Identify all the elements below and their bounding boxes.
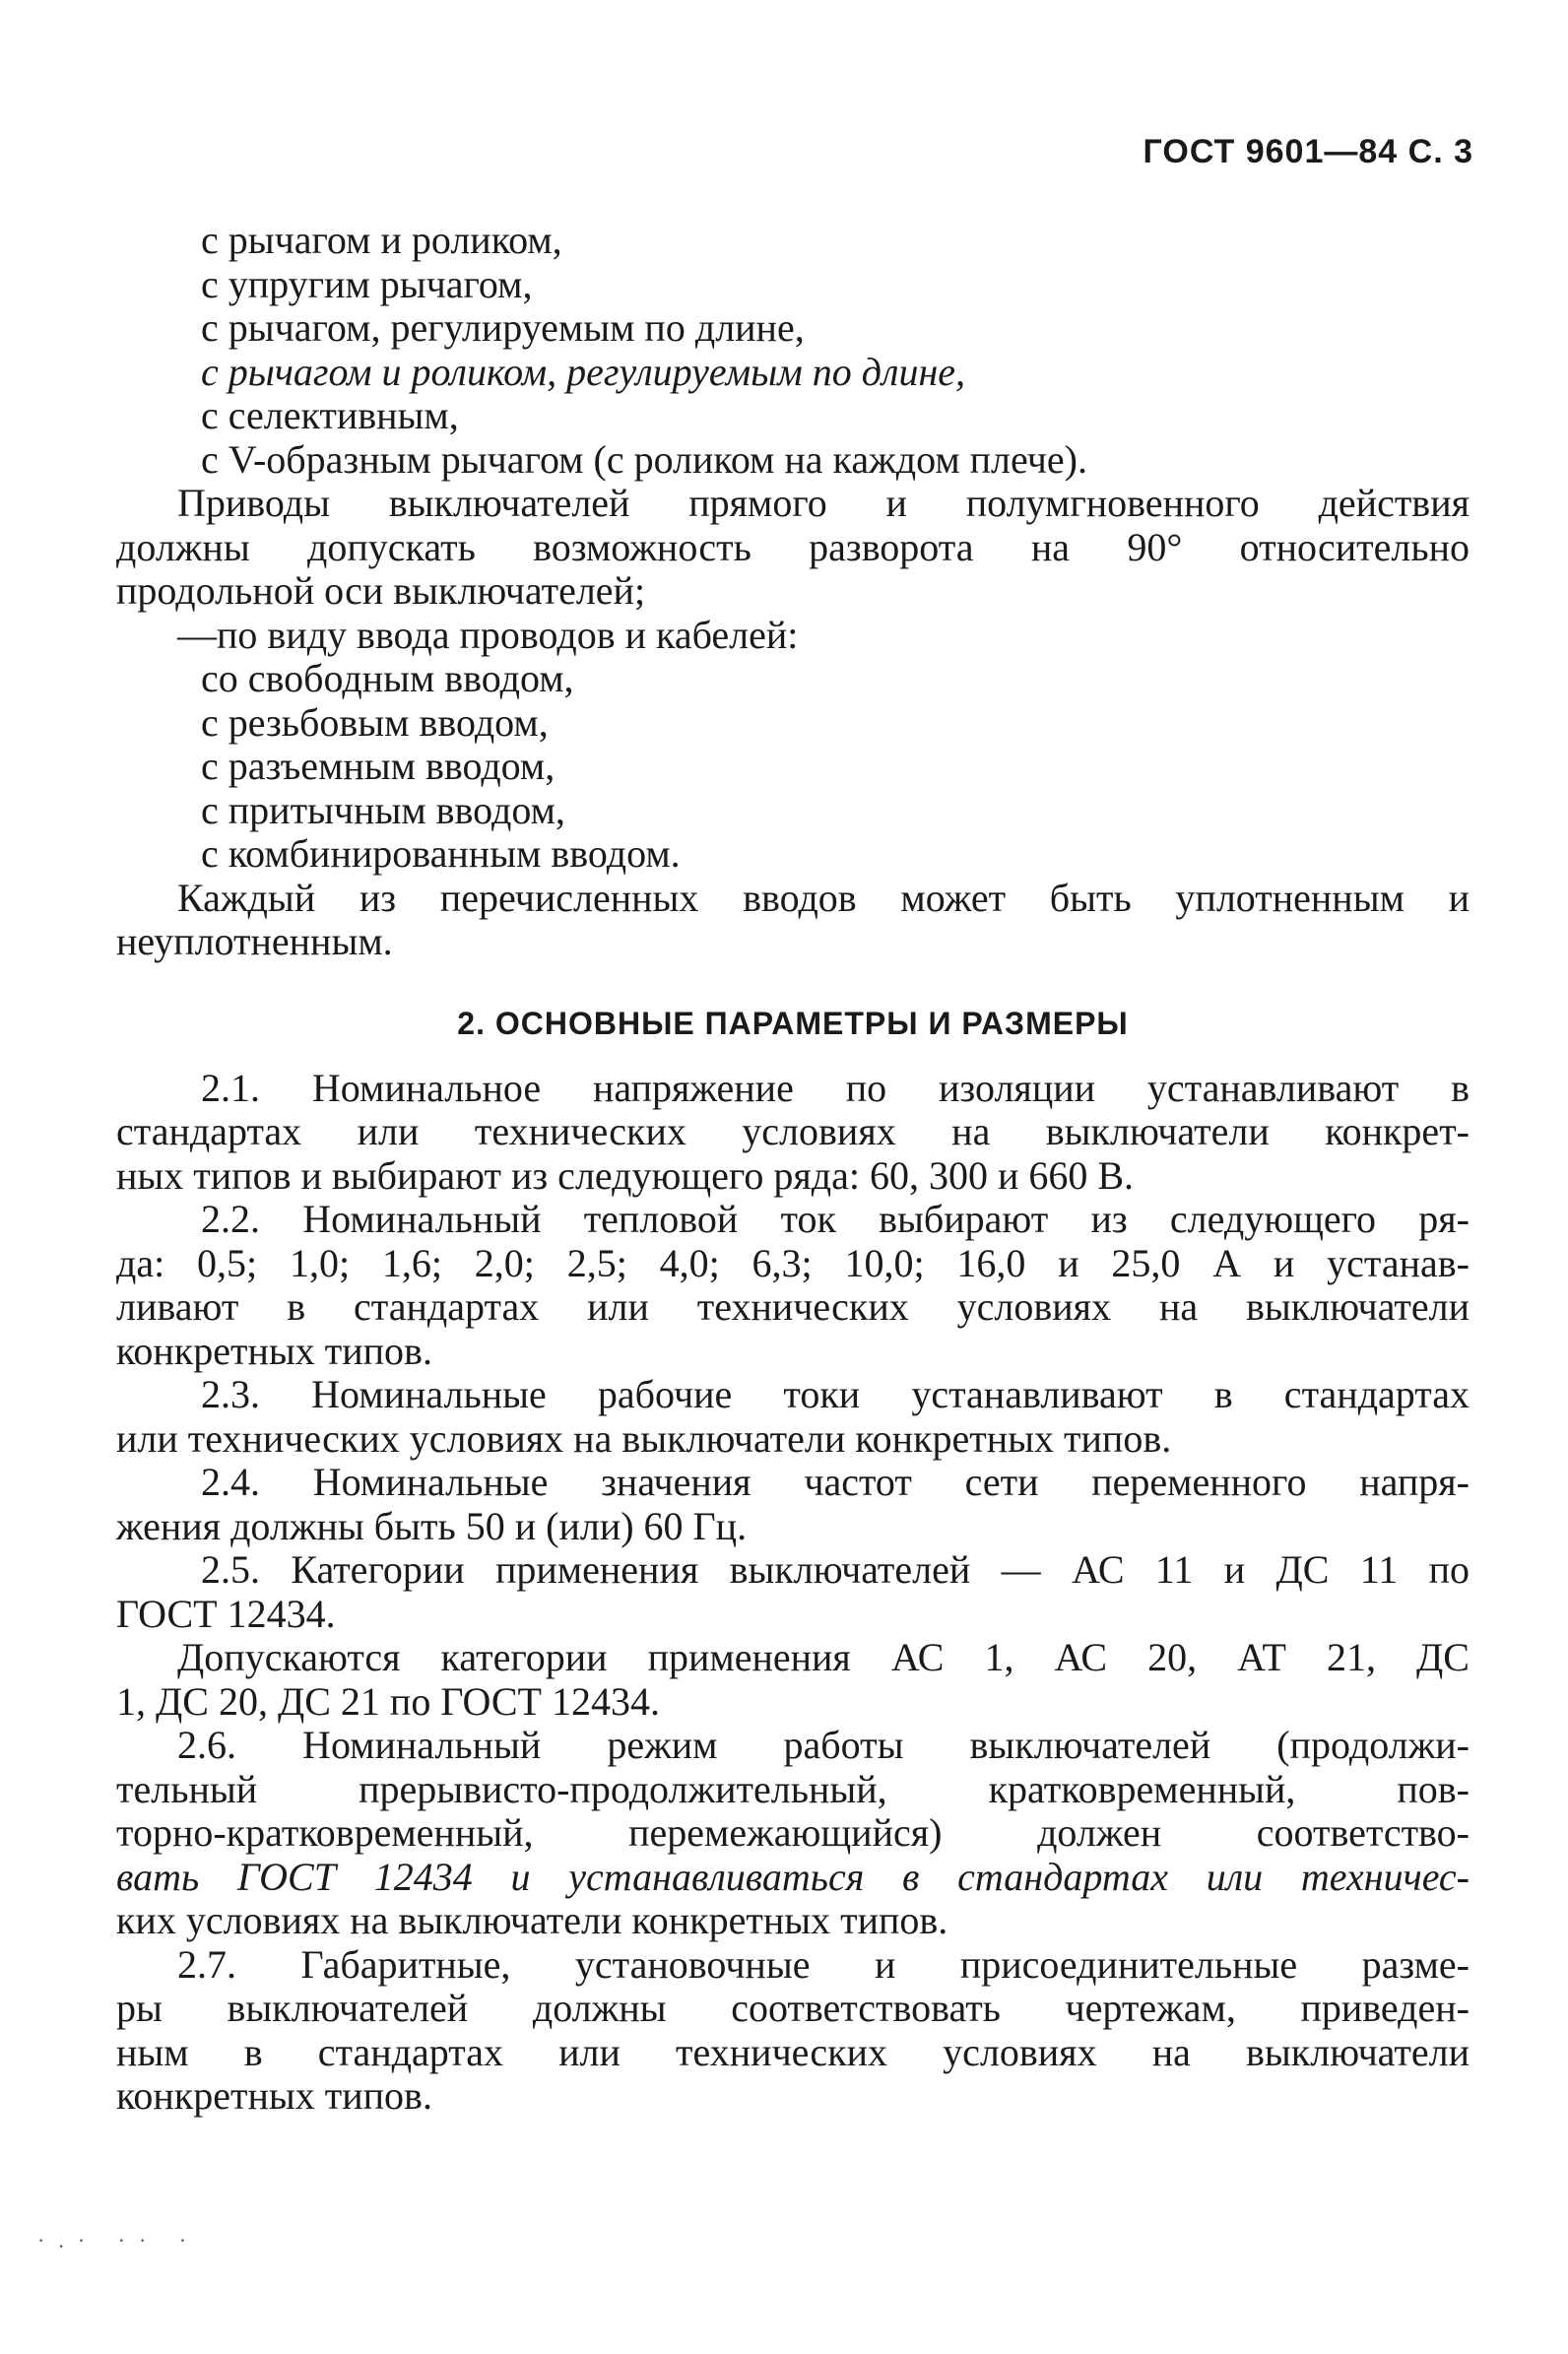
paragraph-line: жения должны быть 50 и (или) 60 Гц. (116, 1503, 748, 1548)
list-item: с притычным вводом, (201, 787, 565, 832)
paragraph-line: Каждый из перечисленных вводов может быть уплотненным и (177, 875, 1470, 920)
list-item: с рычагом и роликом, регулируемым по длине, (201, 349, 966, 394)
paragraph-line: торно-кратковременный, перемежающийся) должен соответство- (116, 1810, 1470, 1855)
paragraph-line: 2.3. Номинальные рабочие токи устанавливают в стандартах (201, 1372, 1470, 1416)
list-item: с разъемным вводом, (201, 744, 555, 788)
list-item: с рычагом и роликом, (201, 218, 562, 262)
paragraph-line: 2.1. Номинальное напряжение по изоляции устанавливают в (201, 1065, 1470, 1110)
list-item: с резьбовым вводом, (201, 699, 549, 745)
input-types-list (116, 657, 1470, 877)
paragraph-line: 2.2. Номинальный тепловой ток выбирают из следующего ря- (201, 1197, 1470, 1241)
sealed-paragraph (116, 877, 1470, 964)
clause-2-3 (116, 1373, 1470, 1461)
paragraph-line: ких условиях на выключатели конкретных типов. (116, 1898, 948, 1942)
clause-2-2 (116, 1198, 1470, 1373)
list-item: с комбинированным вводом. (201, 831, 681, 876)
paragraph-line: ливают в стандартах или технических условиях на выключатели (116, 1284, 1470, 1329)
paragraph-line: 1, ДС 20, ДС 21 по ГОСТ 12434. (116, 1678, 660, 1724)
paragraph-line: тельный прерывисто-продолжительный, кратковременный, пов- (116, 1766, 1470, 1811)
clause-2-5-permitted (116, 1636, 1470, 1724)
page-content (116, 219, 1470, 2119)
clause-2-4 (116, 1461, 1470, 1548)
paragraph-line: продольной оси выключателей; (116, 568, 646, 613)
paragraph-line: неуплотненным. (116, 919, 393, 963)
clause-2-5 (116, 1548, 1470, 1636)
paragraph-line: конкретных типов. (116, 1328, 432, 1373)
paragraph-line: ных типов и выбирают из следующего ряда: 60, 300 и 660 В. (116, 1152, 1135, 1198)
scan-specks: ·.· ·· · (37, 2228, 201, 2253)
list-item: с упругим рычагом, (201, 261, 533, 306)
paragraph-line: ры выключателей должны соответствовать чертежам, приведен- (116, 1986, 1470, 2030)
paragraph-line: да: 0,5; 1,0; 1,6; 2,0; 2,5; 4,0; 6,3; 10,0; 16,0 и 25,0 А и устанав- (116, 1240, 1470, 1285)
paragraph-line: должны допускать возможность разворота на 90° относительно (116, 524, 1470, 569)
clause-2-7 (116, 1943, 1470, 2119)
paragraph-line: Допускаются категории применения АС 1, АС 20, АТ 21, ДС (177, 1635, 1470, 1679)
paragraph-line: ным в стандартах или технических условиях на выключатели (116, 2029, 1470, 2074)
paragraph-line: стандартах или технических условиях на выключатели конкрет- (116, 1109, 1470, 1153)
paragraph-line: ГОСТ 12434. (116, 1591, 336, 1636)
page-header: ГОСТ 9601—84 С. 3 (1143, 133, 1473, 170)
list-item: с рычагом, регулируемым по длине, (201, 305, 805, 350)
drives-paragraph (116, 482, 1470, 614)
clause-2-1 (116, 1067, 1470, 1199)
paragraph-line: 2.4. Номинальные значения частот сети переменного напря- (201, 1460, 1470, 1504)
paragraph-line: 2.7. Габаритные, установочные и присоединительные разме- (177, 1941, 1470, 1987)
paragraph-line: вать ГОСТ 12434 и устанавливаться в стандартах или техничес- (116, 1854, 1470, 1899)
paragraph-line: конкретных типов. (116, 2073, 432, 2118)
paragraph-line: 2.5. Категории применения выключателей — АС 11 и ДС 11 по (201, 1547, 1470, 1592)
clause-2-6 (116, 1724, 1470, 1943)
paragraph-line: 2.6. Номинальный режим работы выключателей (продолжи- (177, 1723, 1470, 1767)
section-title: 2. ОСНОВНЫЕ ПАРАМЕТРЫ И РАЗМЕРЫ (457, 1005, 1129, 1041)
paragraph-line: Приводы выключателей прямого и полумгновенного действия (177, 481, 1470, 525)
list-item: с селективным, (201, 393, 459, 437)
paragraph-line: или технических условиях на выключатели конкретных типов. (116, 1415, 1172, 1461)
input-type-intro: —по виду ввода проводов и кабелей: (177, 612, 799, 657)
list-item: со свободным вводом, (201, 656, 574, 700)
list-item: с V-образным рычагом (с роликом на каждом плече). (201, 436, 1087, 482)
lever-types-list (116, 219, 1470, 482)
